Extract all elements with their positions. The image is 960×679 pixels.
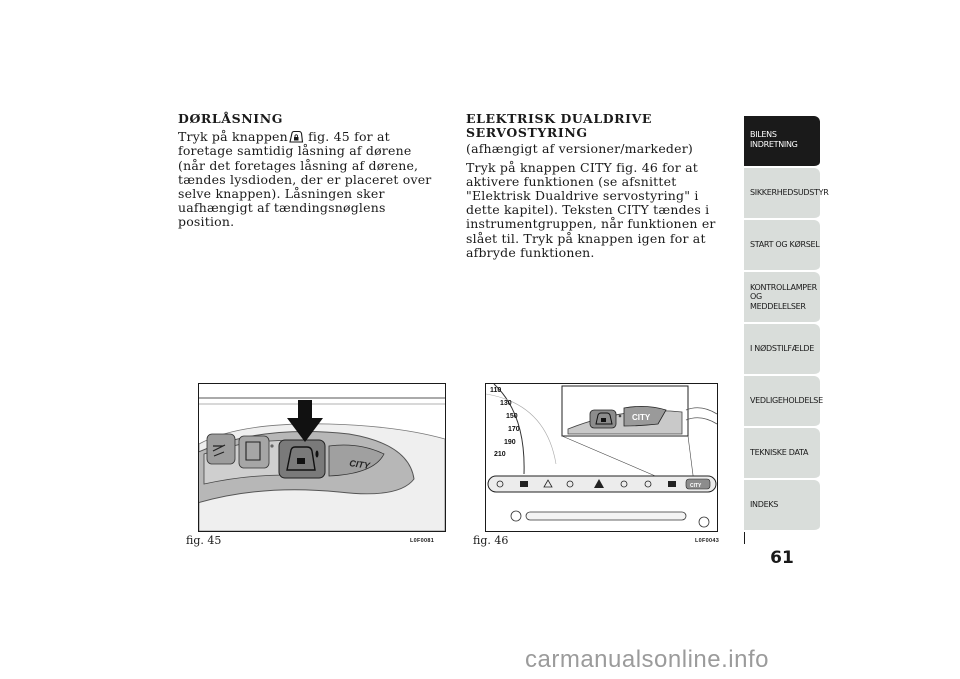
sidebar-tab-start-og-korsel[interactable] (744, 220, 820, 272)
gauge-number-110: 110 (490, 387, 502, 394)
door-lock-text-end: fig. 45 for at foretage samtidig låsning af dørene (når det foretages låsning af dørene, tændes lysdioden, der er placeret over selve knappen). Låsningen sker uafhængigt af tændingsnøglens position. (178, 129, 432, 230)
sidebar-tab-label: TEKNISKE DATA (750, 448, 809, 458)
page-number: 61 (770, 548, 794, 568)
gauge-number-130: 130 (500, 400, 512, 407)
gauge-number-170: 170 (508, 426, 520, 433)
sidebar-tab-vedligeholdelse[interactable] (744, 376, 823, 428)
city-button-label-zoom: CITY (632, 413, 651, 422)
servo-steering-heading: ELEKTRISK DUALDRIVE SERVOSTYRING (466, 111, 653, 141)
figure-45-caption: fig. 45 (186, 534, 222, 547)
sidebar-tab-sikkerhedsudstyr[interactable] (744, 168, 829, 220)
sidebar-tab-indeks[interactable] (744, 480, 820, 532)
gauge-number-190: 190 (504, 439, 516, 446)
city-button-label-panel: CITY (690, 483, 702, 489)
chapter-sidebar (744, 116, 829, 532)
sidebar-tab-i-nodstilfaelde[interactable] (744, 324, 820, 376)
gauge-number-150: 150 (506, 413, 518, 420)
sidebar-tab-label: BILENS INDRETNING (750, 130, 798, 149)
door-lock-section (178, 112, 433, 230)
sidebar-tab-bilens-indretning[interactable] (744, 116, 820, 168)
city-button-label: CITY (348, 458, 371, 471)
sidebar-tab-tekniske-data[interactable] (744, 428, 820, 480)
figure-45-image (198, 383, 446, 532)
car-door-lock-icon (288, 130, 304, 144)
sidebar-tab-kontrollamper[interactable] (744, 272, 820, 324)
figure-45-code: L0F0081 (410, 538, 435, 544)
figure-46-code: L0F0043 (695, 538, 720, 544)
door-lock-paragraph (178, 130, 433, 229)
servo-steering-section (466, 112, 728, 260)
door-lock-text-start: Tryk på knappen (178, 129, 288, 145)
servo-steering-paragraph: Tryk på knappen CITY fig. 46 for at aktivere funktionen (se afsnittet "Elektrisk Dualdrive servostyring" i dette kapitel). Teksten CITY tændes i instrumentgruppen, når funktionen er slået til. Tryk på knappen igen for at afbryde funktionen. (466, 159, 716, 260)
sidebar-tab-label: INDEKS (750, 500, 779, 510)
gauge-number-210: 210 (494, 451, 506, 458)
sidebar-tab-label: KONTROLLAMPER OG MEDDELELSER (750, 282, 817, 311)
figure-46-image (485, 383, 718, 532)
sidebar-tab-label: VEDLIGEHOLDELSE (750, 396, 823, 406)
sidebar-tab-label: START OG KØRSEL (750, 240, 820, 250)
servo-steering-subheading: (afhængigt af versioner/markeder) (466, 141, 693, 157)
sidebar-tab-label: I NØDSTILFÆLDE (750, 344, 814, 354)
watermark-text: carmanualsonline.info (525, 646, 769, 673)
door-lock-heading: DØRLÅSNING (178, 111, 284, 126)
sidebar-tab-label: SIKKERHEDSUDSTYR (750, 188, 829, 198)
figure-46-caption: fig. 46 (473, 534, 509, 547)
